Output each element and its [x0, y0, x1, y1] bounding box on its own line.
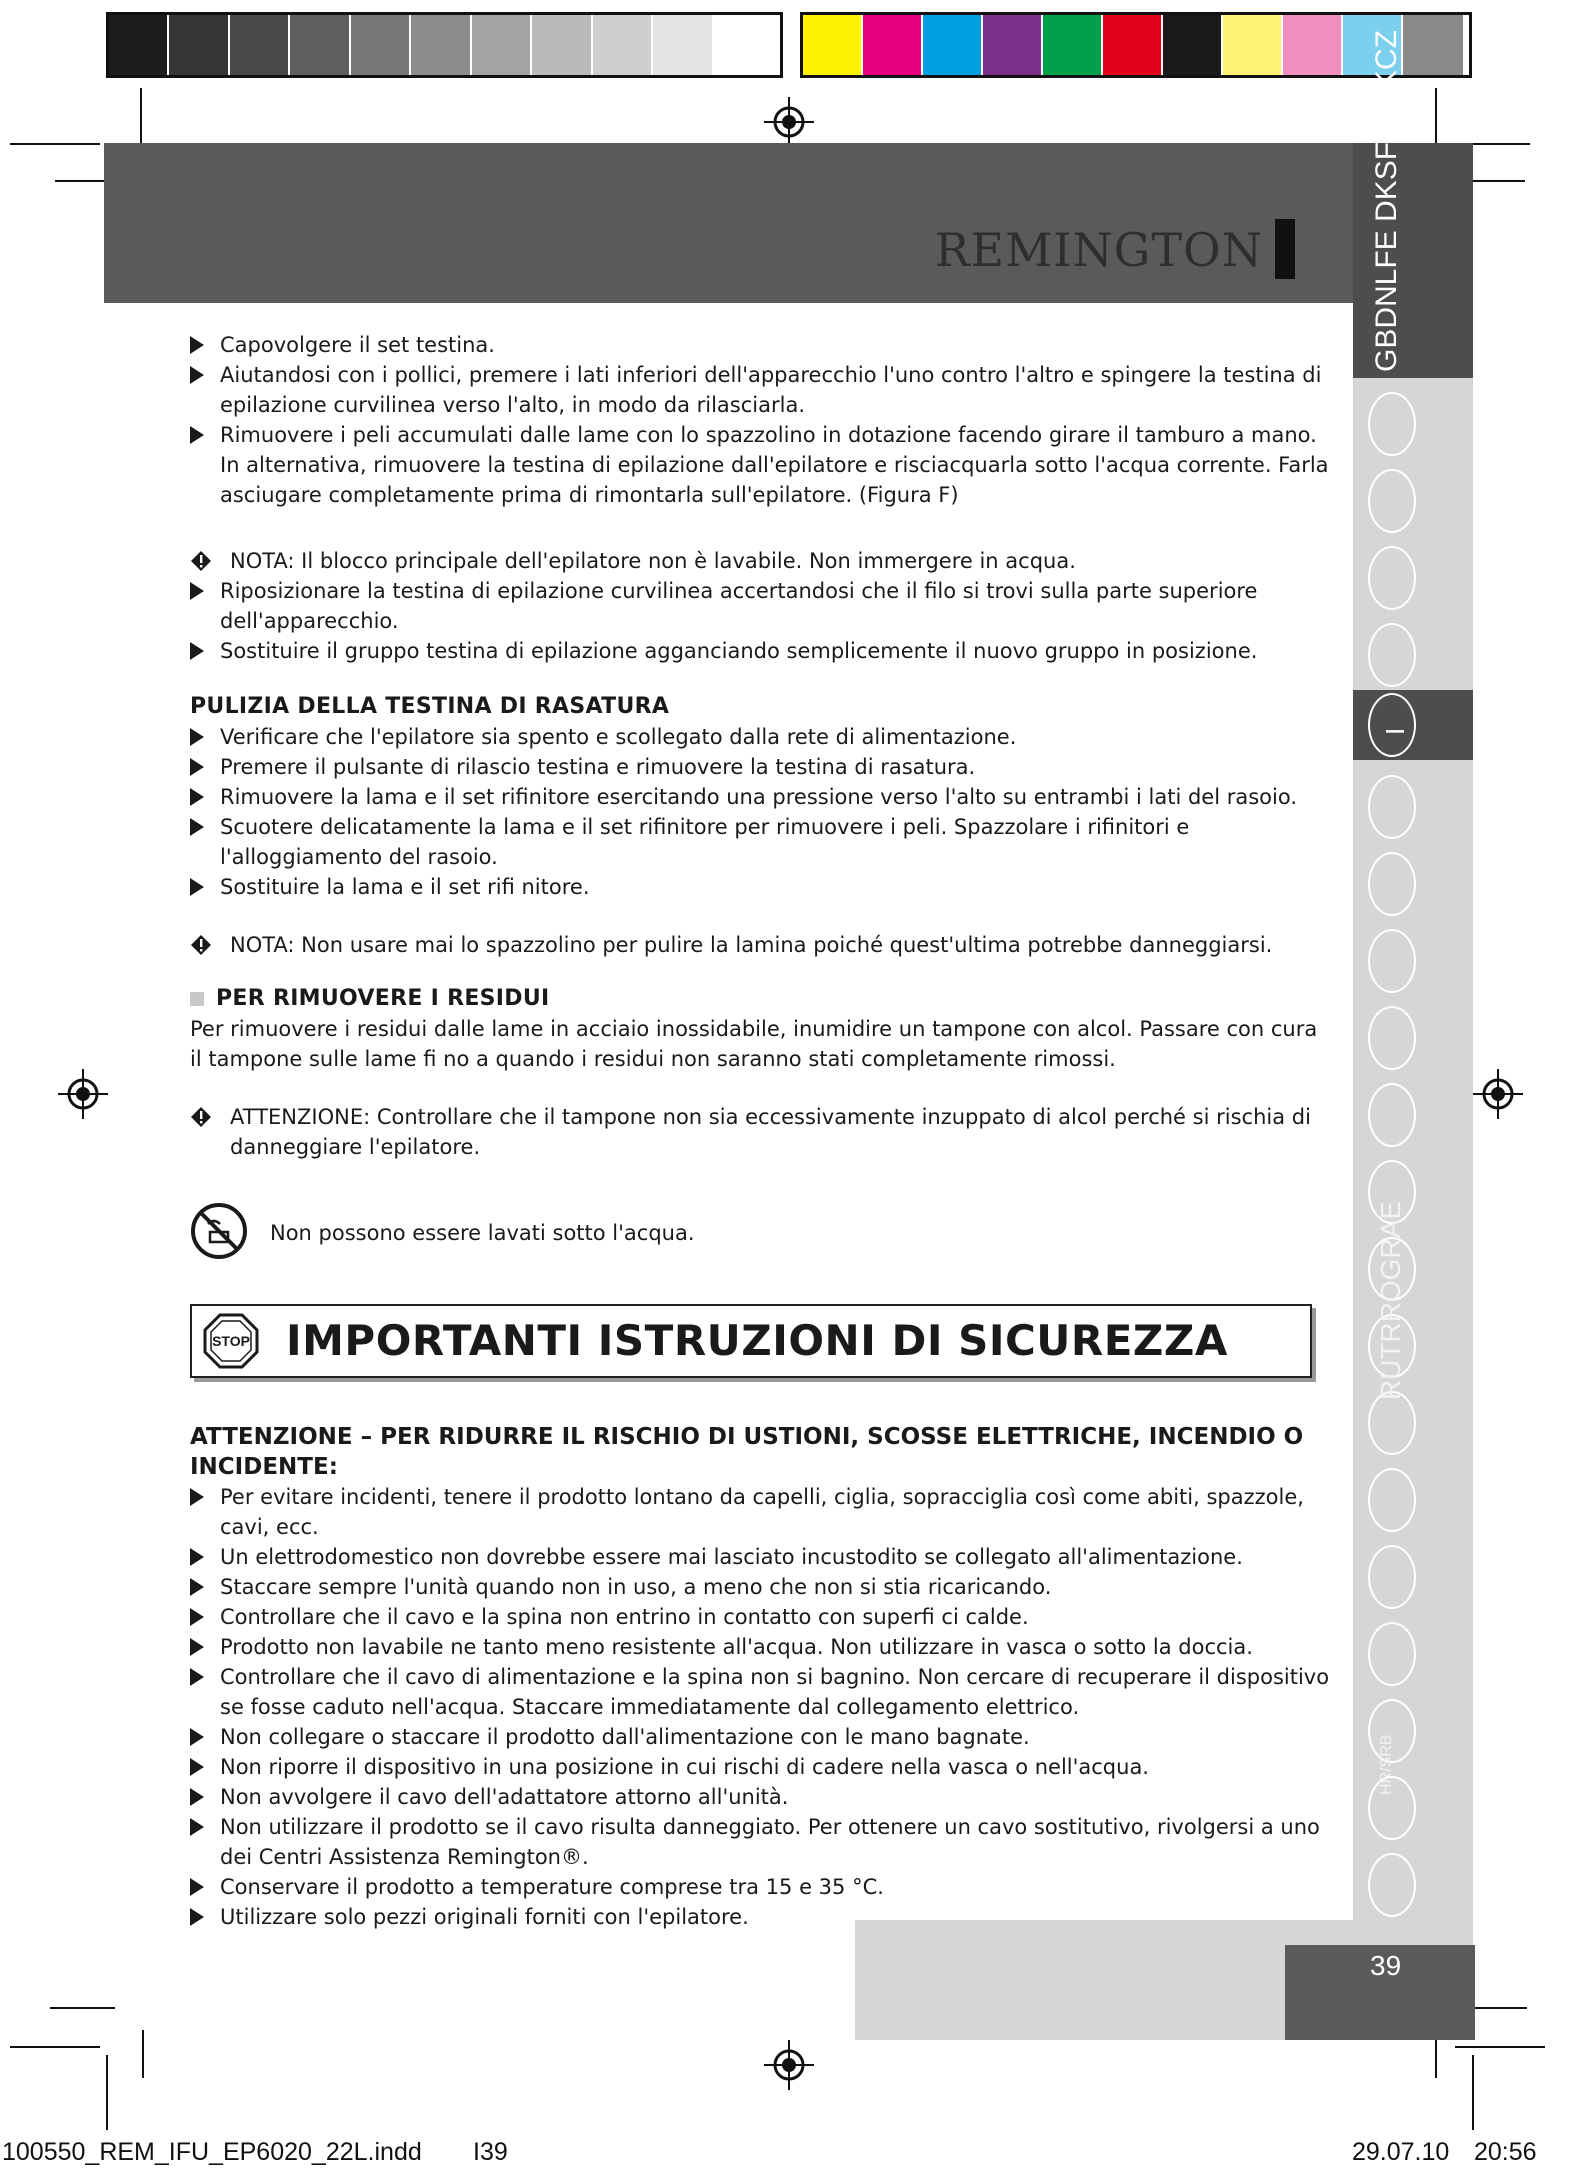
list-item: Capovolgere il set testina.	[190, 330, 1330, 360]
section-title-residue	[190, 984, 1330, 1014]
colour-swatch	[411, 15, 471, 75]
warning-diamond-icon	[190, 934, 212, 956]
list-item: Controllare che il cavo di alimentazione e la spina non si bagnino. Non cercare di recuperare il dispositivo se fosse caduto nell'acqua. Staccare immediatamente dal collegamento elettrico.	[190, 1662, 1330, 1722]
header-band	[104, 143, 1353, 303]
slug-file: 100550_REM_IFU_EP6020_22L.indd	[2, 2138, 422, 2166]
crop-mark	[142, 2030, 144, 2078]
registration-left-icon	[58, 1069, 108, 1119]
colour-swatch	[1283, 15, 1343, 75]
list-item: Staccare sempre l'unità quando non in uso, a meno che non si stia ricaricando.	[190, 1572, 1330, 1602]
language-tab-circle[interactable]	[1368, 392, 1416, 456]
page-number: 39	[1370, 1950, 1402, 1981]
tab-languages-top: GBDNLFE DKSF	[1370, 141, 1403, 372]
list-item: Sostituire il gruppo testina di epilazione agganciando semplicemente il nuovo gruppo in posizione.	[190, 636, 1330, 666]
colour-swatch	[169, 15, 229, 75]
registration-bottom-icon	[764, 2040, 814, 2090]
sec1-list	[190, 330, 1330, 510]
residue-paragraph: Per rimuovere i residui dalle lame in acciaio inossidabile, inumidire un tampone con alcol. Passare con cura il tampone sulle lame fi no a quando i residui non saranno stati completamente rimossi.	[190, 1017, 1318, 1071]
language-tab-circle[interactable]	[1368, 1545, 1416, 1609]
list-item: Sostituire la lama e il set rifi nitore.	[190, 872, 1330, 902]
tab-languages-top-tail: KCZ	[1370, 30, 1403, 90]
colour-swatch	[1403, 15, 1463, 75]
crop-mark	[1472, 2055, 1474, 2130]
colour-swatch	[1223, 15, 1283, 75]
list-item: Riposizionare la testina di epilazione curvilinea accertandosi che il filo si trovi sulla parte superiore dell'apparecchio.	[190, 576, 1330, 636]
safety-list	[190, 1482, 1330, 1932]
stop-sign-text: STOP	[212, 1333, 250, 1349]
list-item: Scuotere delicatamente la lama e il set rifinitore per rimuovere i peli. Spazzolare i rifinitori e l'alloggiamento del rasoio.	[190, 812, 1330, 872]
safety-warning-heading: ATTENZIONE – PER RIDURRE IL RISCHIO DI USTIONI, SCOSSE ELETTRICHE, INCENDIO O INCIDENTE:	[190, 1424, 1304, 1480]
crop-mark	[140, 88, 142, 148]
colour-swatch	[472, 15, 532, 75]
list-item: Non riporre il dispositivo in una posizione in cui rischi di cadere nella vasca o nell'acqua.	[190, 1752, 1330, 1782]
safety-title: IMPORTANTI ISTRUZIONI DI SICUREZZA	[286, 1316, 1228, 1365]
list-item: Prodotto non lavabile ne tanto meno resistente all'acqua. Non utilizzare in vasca o sotto la doccia.	[190, 1632, 1330, 1662]
colour-swatch	[230, 15, 290, 75]
language-tab-circle[interactable]	[1368, 623, 1416, 687]
list-item: Non utilizzare il prodotto se il cavo risulta danneggiato. Per ottenere un cavo sostitutivo, rivolgersi a uno dei Centri Assistenza Remington®.	[190, 1812, 1330, 1872]
safety-banner	[190, 1304, 1312, 1378]
list-item: Rimuovere i peli accumulati dalle lame con lo spazzolino in dotazione facendo girare il tamburo a mano. In alternativa, rimuovere la testina di epilazione dall'epilatore e risciacquarla sotto l'acqua corrente. Farla asciugare completamente prima di rimontarla sull'epilatore. (Figura F)	[190, 420, 1330, 510]
note-foil	[190, 930, 1330, 960]
slug-date: 29.07.10	[1352, 2138, 1450, 2166]
registration-top-icon	[764, 97, 814, 147]
section-marker	[190, 992, 204, 1006]
language-tab-circle[interactable]	[1368, 1468, 1416, 1532]
language-tab-circle[interactable]	[1368, 775, 1416, 839]
brand-logo: REMINGTON	[934, 223, 1263, 277]
list-item: Utilizzare solo pezzi originali forniti con l'epilatore.	[190, 1902, 1330, 1932]
main-content	[190, 330, 1330, 1932]
grey-colour-bar	[106, 12, 783, 78]
colour-swatch	[923, 15, 983, 75]
language-tab-circle[interactable]	[1368, 852, 1416, 916]
colour-swatch	[1043, 15, 1103, 75]
colour-swatch	[290, 15, 350, 75]
language-tab-circle[interactable]	[1368, 1391, 1416, 1455]
note-text: NOTA: Il blocco principale dell'epilatore non è lavabile. Non immergere in acqua.	[230, 549, 1076, 573]
slug-time: 20:56	[1474, 2138, 1537, 2166]
colour-swatch	[1163, 15, 1223, 75]
colour-swatch	[983, 15, 1043, 75]
language-tab-circle[interactable]	[1368, 1853, 1416, 1917]
section-title-text: PER RIMUOVERE I RESIDUI	[216, 986, 550, 1011]
crop-mark	[10, 143, 100, 145]
colour-swatch	[532, 15, 592, 75]
warning-diamond-icon	[190, 1106, 212, 1128]
list-item: Verificare che l'epilatore sia spento e scollegato dalla rete di alimentazione.	[190, 722, 1330, 752]
sec1-list-2	[190, 576, 1330, 666]
crop-mark	[10, 2046, 100, 2048]
colour-swatch	[863, 15, 923, 75]
no-wash-text: Non possono essere lavati sotto l'acqua.	[270, 1221, 695, 1245]
stop-sign-icon	[202, 1312, 260, 1370]
warning-diamond-icon	[190, 550, 212, 572]
list-item: Rimuovere la lama e il set rifinitore esercitando una pressione verso l'alto su entrambi i lati del rasoio.	[190, 782, 1330, 812]
language-tab-circle[interactable]	[1368, 469, 1416, 533]
attention-note	[190, 1102, 1330, 1162]
language-tab-circle[interactable]	[1368, 929, 1416, 993]
list-item: Aiutandosi con i pollici, premere i lati inferiori dell'apparecchio l'uno contro l'altro e spingere la testina di epilazione curvilinea verso l'alto, in modo da rilasciarla.	[190, 360, 1330, 420]
colour-swatch	[109, 15, 169, 75]
colour-swatch	[714, 15, 774, 75]
section-title-razor: PULIZIA DELLA TESTINA DI RASATURA	[190, 694, 670, 719]
language-tab-circle[interactable]	[1368, 1622, 1416, 1686]
registration-right-icon	[1473, 1069, 1523, 1119]
no-water-wash-icon	[190, 1202, 248, 1260]
tab-label-active: I	[1380, 727, 1410, 735]
note-main-block	[190, 546, 1330, 576]
no-wash-row	[190, 1202, 1330, 1262]
language-tab-circle[interactable]	[1368, 546, 1416, 610]
colour-swatch	[803, 15, 863, 75]
sec2-list	[190, 722, 1330, 902]
list-item: Conservare il prodotto a temperature comprese tra 15 e 35 °C.	[190, 1872, 1330, 1902]
colour-swatch	[351, 15, 411, 75]
note-text: ATTENZIONE: Controllare che il tampone non sia eccessivamente inzuppato di alcol perché si rischia di danneggiare l'epilatore.	[230, 1105, 1311, 1159]
list-item: Per evitare incidenti, tenere il prodotto lontano da capelli, ciglia, sopracciglia così come abiti, spazzole, cavi, ecc.	[190, 1482, 1330, 1542]
list-item: Non collegare o staccare il prodotto dall'alimentazione con le mano bagnate.	[190, 1722, 1330, 1752]
slug-file-page: I39	[473, 2138, 508, 2166]
logo-bar	[1275, 219, 1295, 279]
crop-mark	[1455, 2046, 1545, 2048]
tab-languages-mid: RUTRROGRAE	[1375, 1200, 1406, 1400]
colour-swatch	[1103, 15, 1163, 75]
tab-circle-active	[1368, 693, 1416, 757]
list-item: Un elettrodomestico non dovrebbe essere mai lasciato incustodito se collegato all'alimentazione.	[190, 1542, 1330, 1572]
language-tab-circle[interactable]	[1368, 1083, 1416, 1147]
crop-mark	[1435, 88, 1437, 148]
colour-swatch	[653, 15, 713, 75]
language-tab-circle[interactable]	[1368, 1006, 1416, 1070]
list-item: Premere il pulsante di rilascio testina e rimuovere la testina di rasatura.	[190, 752, 1330, 782]
crop-mark	[106, 2055, 108, 2130]
colour-swatch	[593, 15, 653, 75]
tab-languages-bottom: HR/SRB	[1378, 1734, 1395, 1795]
crop-mark	[50, 2007, 115, 2009]
list-item: Controllare che il cavo e la spina non entrino in contatto con superfi ci calde.	[190, 1602, 1330, 1632]
note-text: NOTA: Non usare mai lo spazzolino per pulire la lamina poiché quest'ultima potrebbe danneggiarsi.	[230, 933, 1273, 957]
list-item: Non avvolgere il cavo dell'adattatore attorno all'unità.	[190, 1782, 1330, 1812]
